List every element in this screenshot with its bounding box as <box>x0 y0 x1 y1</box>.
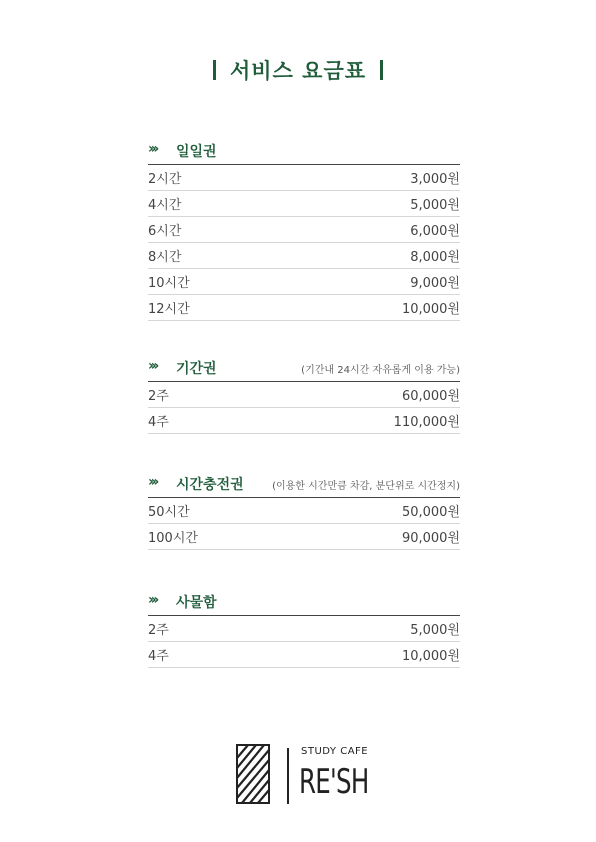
row-price: 90,000원 <box>401 531 460 546</box>
page-title-wrap <box>0 55 596 85</box>
row-label: 4주 <box>148 415 169 430</box>
price-row <box>148 616 460 642</box>
section-title: 기간권 <box>176 361 217 377</box>
row-label: 2주 <box>148 623 169 638</box>
price-row <box>148 498 460 524</box>
price-row <box>148 295 460 321</box>
price-row <box>148 269 460 295</box>
chevron-right-icon: ››› <box>148 358 157 374</box>
price-row <box>148 191 460 217</box>
title-bar-right <box>380 60 383 80</box>
price-row <box>148 165 460 191</box>
price-row <box>148 642 460 668</box>
row-label: 50시간 <box>148 505 190 520</box>
section-header <box>148 140 460 165</box>
row-label: 2시간 <box>148 172 182 187</box>
page-title: 서비스 요금표 <box>229 59 367 83</box>
price-row <box>148 243 460 269</box>
brand-logo <box>236 744 376 804</box>
section-time-charge <box>148 473 460 550</box>
row-label: 100시간 <box>148 531 198 546</box>
row-label: 12시간 <box>148 302 190 317</box>
row-label: 2주 <box>148 389 169 404</box>
title-bar-left <box>213 60 216 80</box>
row-label: 4시간 <box>148 198 182 213</box>
section-daily <box>148 140 460 321</box>
row-price: 10,000원 <box>401 302 460 317</box>
row-price: 60,000원 <box>401 389 460 404</box>
section-locker <box>148 591 460 668</box>
row-price: 5,000원 <box>410 623 460 638</box>
section-header <box>148 473 460 498</box>
price-row <box>148 524 460 550</box>
chevron-right-icon: ››› <box>148 474 157 490</box>
section-note: (기간내 24시간 자유롭게 이용 가능) <box>301 365 460 376</box>
row-price: 9,000원 <box>410 276 460 291</box>
logo-subtitle: STUDY CAFE <box>301 746 369 757</box>
row-price: 50,000원 <box>401 505 460 520</box>
section-note: (이용한 시간만큼 차감, 분단위로 시간정지) <box>272 481 460 492</box>
row-label: 10시간 <box>148 276 190 291</box>
price-row <box>148 217 460 243</box>
row-label: 6시간 <box>148 224 182 239</box>
row-label: 4주 <box>148 649 169 664</box>
row-price: 6,000원 <box>410 224 460 239</box>
row-price: 8,000원 <box>410 250 460 265</box>
row-price: 5,000원 <box>410 198 460 213</box>
row-price: 10,000원 <box>401 649 460 664</box>
section-header <box>148 591 460 616</box>
row-label: 8시간 <box>148 250 182 265</box>
row-price: 110,000원 <box>393 415 460 430</box>
price-row <box>148 382 460 408</box>
section-title: 사물함 <box>176 595 217 611</box>
section-period <box>148 357 460 434</box>
logo-mark-icon <box>236 744 270 804</box>
chevron-right-icon: ››› <box>148 592 157 608</box>
section-title: 일일권 <box>176 144 217 160</box>
section-title: 시간충전권 <box>176 477 244 493</box>
logo-divider <box>287 748 289 804</box>
logo-name: RE'SH <box>299 762 369 802</box>
section-header <box>148 357 460 382</box>
price-row <box>148 408 460 434</box>
chevron-right-icon: ››› <box>148 141 157 157</box>
row-price: 3,000원 <box>410 172 460 187</box>
